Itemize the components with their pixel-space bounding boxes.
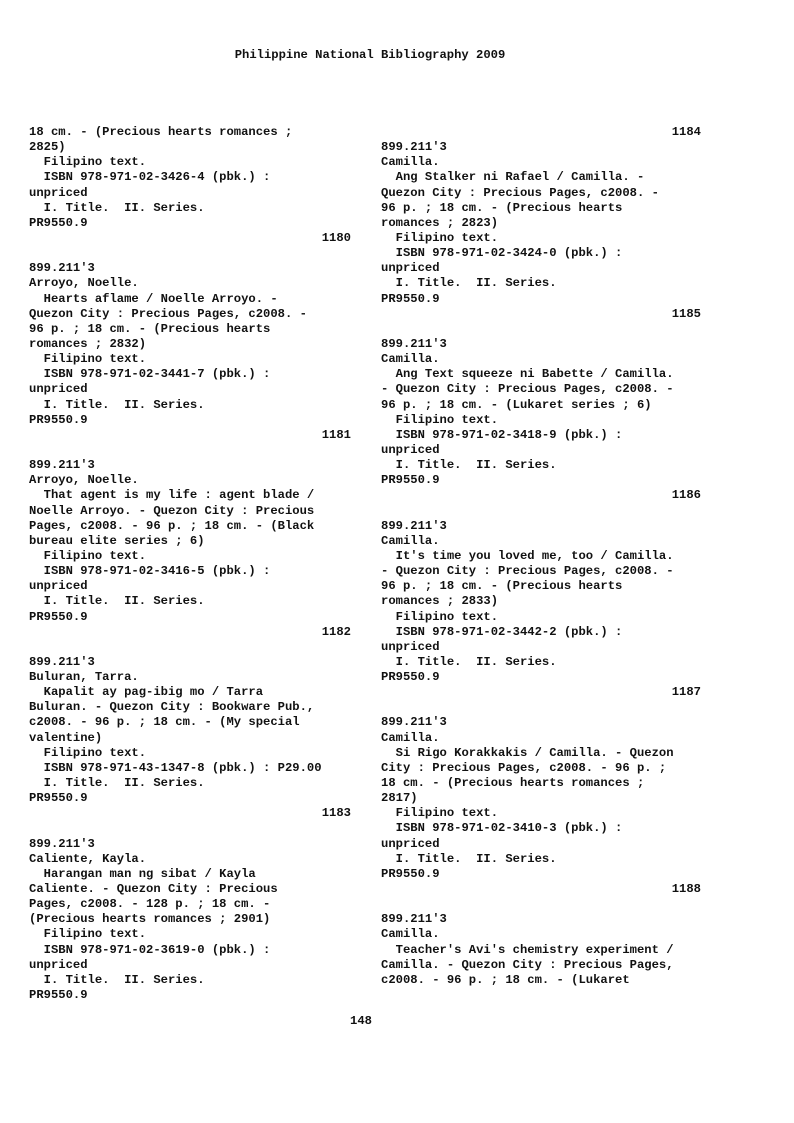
- entry-line: Filipino text.: [381, 806, 499, 821]
- entry-line: 899.211'3: [381, 140, 447, 155]
- entry-line: unpriced: [29, 579, 88, 594]
- entry-line: PR9550.9: [29, 988, 88, 1003]
- entry-line: I. Title. II. Series.: [29, 972, 205, 987]
- entry-line: City : Precious Pages, c2008. - 96 p. ;: [381, 760, 667, 775]
- entry-line: Filipino text.: [29, 745, 147, 760]
- entry-line: valentine): [29, 730, 103, 745]
- entry-line: ISBN 978-971-02-3418-9 (pbk.) :: [381, 427, 623, 442]
- entry-line: Buluran. - Quezon City : Bookware Pub.,: [29, 700, 315, 715]
- entry-line: I. Title. II. Series.: [381, 458, 557, 473]
- entry-line: bureau elite series ; 6): [29, 533, 205, 548]
- entry-line: 18 cm. - (Precious hearts romances ;: [29, 125, 293, 139]
- entry-line: romances ; 2832): [29, 336, 147, 351]
- entry-line: 899.211'3: [29, 458, 95, 473]
- entry-line: Pages, c2008. - 128 p. ; 18 cm. -: [29, 897, 271, 912]
- entry-line: I. Title. II. Series.: [381, 276, 557, 291]
- blank-line: [29, 821, 351, 836]
- entry-number: 1184: [671, 125, 701, 139]
- entry-line: PR9550.9: [29, 215, 88, 230]
- entry-line: unpriced: [381, 639, 440, 654]
- entry-line: 96 p. ; 18 cm. - (Lukaret series ; 6): [381, 397, 652, 412]
- entry-line: Quezon City : Precious Pages, c2008. -: [29, 306, 307, 321]
- entry-line: unpriced: [29, 185, 88, 200]
- blank-line: [381, 322, 701, 337]
- entry-line: PR9550.9: [29, 412, 88, 427]
- entry-line: Si Rigo Korakkakis / Camilla. - Quezon: [381, 745, 674, 760]
- entry-line: Filipino text.: [381, 412, 499, 427]
- entry-line: I. Title. II. Series.: [29, 776, 205, 791]
- entry-line: 899.211'3: [381, 336, 447, 351]
- entry-line: 96 p. ; 18 cm. - (Precious hearts: [381, 579, 623, 594]
- entry-line: Teacher's Avi's chemistry experiment /: [381, 942, 674, 957]
- entry-line: Quezon City : Precious Pages, c2008. -: [381, 185, 659, 200]
- entry-line: Filipino text.: [29, 927, 147, 942]
- entry-line: c2008. - 96 p. ; 18 cm. - (Lukaret: [381, 972, 630, 987]
- entry-line: Pages, c2008. - 96 p. ; 18 cm. - (Black: [29, 518, 315, 533]
- entry-line: Camilla.: [381, 533, 440, 548]
- entry-line: Noelle Arroyo. - Quezon City : Precious: [29, 503, 315, 518]
- entry-line: c2008. - 96 p. ; 18 cm. - (My special: [29, 715, 300, 730]
- entry-line: Kapalit ay pag-ibig mo / Tarra: [29, 685, 264, 700]
- entry-line: Harangan man ng sibat / Kayla: [29, 866, 256, 881]
- entry-number: 1185: [671, 306, 701, 321]
- entry-line: (Precious hearts romances ; 2901): [29, 912, 271, 927]
- entry-line: unpriced: [381, 442, 440, 457]
- blank-line: [381, 504, 701, 519]
- entry-line: ISBN 978-971-43-1347-8 (pbk.) : P29.00: [29, 760, 322, 775]
- entry-line: That agent is my life : agent blade /: [29, 488, 315, 503]
- entry-line: unpriced: [29, 957, 88, 972]
- left-column: [29, 125, 351, 1003]
- entry-line: Camilla.: [381, 155, 440, 170]
- entry-line: PR9550.9: [381, 473, 440, 488]
- entry-line: - Quezon City : Precious Pages, c2008. -: [381, 564, 674, 579]
- blank-line: [29, 640, 351, 655]
- entry-number: 1180: [321, 230, 351, 245]
- entry-line: Camilla.: [381, 352, 440, 367]
- entry-line: Caliente. - Quezon City : Precious: [29, 882, 278, 897]
- entry-line: I. Title. II. Series.: [381, 654, 557, 669]
- entry-line: I. Title. II. Series.: [29, 200, 205, 215]
- entry-line: Arroyo, Noelle.: [29, 473, 139, 488]
- entry-line: Filipino text.: [29, 352, 147, 367]
- entry-line: 18 cm. - (Precious hearts romances ;: [381, 776, 645, 791]
- entry-line: Camilla.: [381, 730, 440, 745]
- entry-line: ISBN 978-971-02-3410-3 (pbk.) :: [381, 821, 623, 836]
- entry-line: PR9550.9: [381, 291, 440, 306]
- entry-line: Filipino text.: [381, 230, 499, 245]
- entry-line: Hearts aflame / Noelle Arroyo. -: [29, 291, 278, 306]
- entry-line: I. Title. II. Series.: [381, 851, 557, 866]
- entry-line: romances ; 2823): [381, 215, 499, 230]
- entry-line: Caliente, Kayla.: [29, 851, 147, 866]
- entry-line: 899.211'3: [381, 912, 447, 927]
- entry-line: ISBN 978-971-02-3619-0 (pbk.) :: [29, 942, 271, 957]
- entry-line: 899.211'3: [29, 836, 95, 851]
- entry-line: 96 p. ; 18 cm. - (Precious hearts: [29, 321, 271, 336]
- page-number: 148: [350, 1014, 372, 1028]
- blank-line: [381, 700, 701, 715]
- entry-line: I. Title. II. Series.: [29, 397, 205, 412]
- entry-line: Camilla.: [381, 927, 440, 942]
- entry-number: 1182: [321, 624, 351, 639]
- entry-line: - Quezon City : Precious Pages, c2008. -: [381, 382, 674, 397]
- entry-line: PR9550.9: [29, 609, 88, 624]
- entry-line: unpriced: [381, 836, 440, 851]
- entry-line: unpriced: [29, 382, 88, 397]
- entry-line: Buluran, Tarra.: [29, 670, 139, 685]
- entry-line: ISBN 978-971-02-3426-4 (pbk.) :: [29, 170, 271, 185]
- entry-line: 96 p. ; 18 cm. - (Precious hearts: [381, 200, 623, 215]
- entry-line: It's time you loved me, too / Camilla.: [381, 548, 674, 563]
- entry-number: 1181: [321, 427, 351, 442]
- entry-line: 2817): [381, 791, 418, 806]
- entry-number: 1187: [671, 685, 701, 700]
- page-header-title: Philippine National Bibliography 2009: [234, 48, 506, 62]
- entry-line: romances ; 2833): [381, 594, 499, 609]
- entry-line: I. Title. II. Series.: [29, 594, 205, 609]
- entry-line: Arroyo, Noelle.: [29, 276, 139, 291]
- entry-line: 899.211'3: [381, 518, 447, 533]
- entry-number: 1188: [671, 882, 701, 897]
- blank-line: [29, 443, 351, 458]
- entry-line: ISBN 978-971-02-3416-5 (pbk.) :: [29, 564, 271, 579]
- entry-line: 899.211'3: [29, 261, 95, 276]
- entry-number: 1183: [321, 806, 351, 821]
- entry-line: 2825): [29, 140, 66, 155]
- entry-line: 899.211'3: [29, 654, 95, 669]
- entry-line: PR9550.9: [381, 866, 440, 881]
- entry-line: Ang Stalker ni Rafael / Camilla. -: [381, 170, 645, 185]
- entry-line: Filipino text.: [381, 609, 499, 624]
- entry-line: ISBN 978-971-02-3424-0 (pbk.) :: [381, 246, 623, 261]
- entry-line: Ang Text squeeze ni Babette / Camilla.: [381, 367, 674, 382]
- entry-line: 899.211'3: [381, 715, 447, 730]
- right-column: [381, 125, 701, 988]
- blank-line: [29, 246, 351, 261]
- entry-line: PR9550.9: [381, 670, 440, 685]
- entry-line: Filipino text.: [29, 155, 147, 170]
- entry-line: PR9550.9: [29, 791, 88, 806]
- blank-line: [381, 897, 701, 912]
- entry-line: unpriced: [381, 261, 440, 276]
- entry-line: ISBN 978-971-02-3442-2 (pbk.) :: [381, 624, 623, 639]
- entry-line: Filipino text.: [29, 548, 147, 563]
- entry-line: ISBN 978-971-02-3441-7 (pbk.) :: [29, 367, 271, 382]
- entry-number: 1186: [671, 488, 701, 503]
- entry-line: Camilla. - Quezon City : Precious Pages,: [381, 957, 674, 972]
